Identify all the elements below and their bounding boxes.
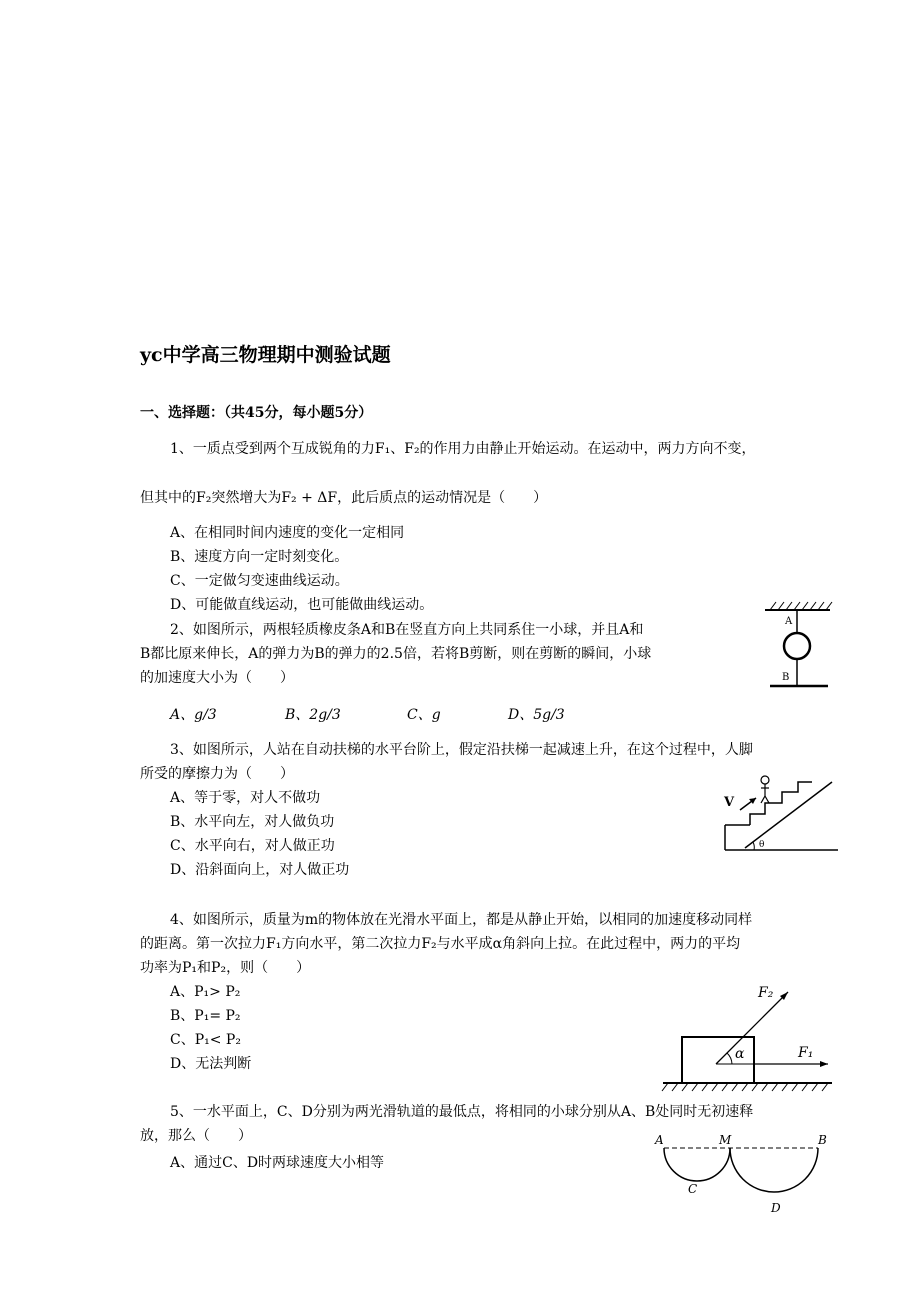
q4-option-b: B、P₁= P₂	[170, 1008, 241, 1024]
q3-fig-label-v: V	[724, 795, 735, 810]
q1-option-a: A、在相同时间内速度的变化一定相同	[170, 525, 405, 541]
q1-line2: 但其中的F₂突然增大为F₂ + ΔF，此后质点的运动情况是（ ）	[140, 490, 548, 506]
q3-option-d: D、沿斜面向上，对人做正功	[170, 862, 350, 878]
q3-fig-label-theta: θ	[759, 840, 765, 850]
q2-option-a: A、g/3	[170, 707, 217, 723]
q4-fig-label-f1: F₁	[798, 1045, 814, 1061]
q2-line2: B都比原来伸长，A的弹力为B的弹力的2.5倍，若将B剪断，则在剪断的瞬间，小球	[140, 646, 652, 662]
q4-line2: 的距离。第一次拉力F₁方向水平，第二次拉力F₂与水平成α角斜向上拉。在此过程中，两力的平均	[140, 936, 741, 952]
q2-fig-label-b: B	[782, 672, 790, 683]
q4-option-d: D、无法判断	[170, 1056, 252, 1072]
q4-line3: 功率为P₁和P₂，则（ ）	[140, 960, 311, 976]
q3-option-c: C、水平向右，对人做正功	[170, 838, 335, 854]
q4-figure	[660, 975, 835, 1100]
q2-figure	[760, 600, 835, 695]
q1-line1: 1、一质点受到两个互成锐角的力F₁、F₂的作用力由静止开始运动。在运动中，两力方向不变，	[170, 441, 756, 457]
q1-option-c: C、一定做匀变速曲线运动。	[170, 573, 349, 589]
q5-line1: 5、一水平面上，C、D分别为两光滑轨道的最低点，将相同的小球分别从A、B处同时无初速释	[170, 1104, 754, 1120]
q5-option-a: A、通过C、D时两球速度大小相等	[170, 1155, 385, 1171]
q5-fig-label-c: C	[688, 1182, 698, 1196]
q2-option-d: D、5g/3	[508, 707, 565, 723]
q4-fig-label-alpha: α	[735, 1046, 745, 1062]
q5-figure	[650, 1130, 835, 1220]
q1-option-b: B、速度方向一定时刻变化。	[170, 549, 349, 565]
q5-fig-label-a: A	[655, 1133, 664, 1147]
q3-line2: 所受的摩擦力为（ ）	[140, 766, 294, 782]
q3-line1: 3、如图所示，人站在自动扶梯的水平台阶上，假定沿扶梯一起减速上升，在这个过程中，人脚	[170, 742, 753, 758]
q2-line1: 2、如图所示，两根轻质橡皮条A和B在竖直方向上共同系住一小球，并且A和	[170, 622, 644, 638]
q4-option-a: A、P₁> P₂	[170, 984, 241, 1000]
q5-line2: 放，那么（ ）	[140, 1128, 252, 1144]
q3-figure	[720, 770, 840, 855]
q5-fig-label-b: B	[818, 1133, 827, 1147]
q3-option-a: A、等于零，对人不做功	[170, 790, 321, 806]
q2-option-c: C、g	[407, 707, 441, 723]
section-heading: 一、选择题：（共45分，每小题5分）	[140, 405, 373, 421]
q5-fig-label-d: D	[771, 1201, 781, 1215]
q2-option-b: B、2g/3	[285, 707, 341, 723]
q4-option-c: C、P₁< P₂	[170, 1032, 241, 1048]
page-title: yc中学高三物理期中测验试题	[140, 344, 391, 366]
q2-fig-label-a: A	[785, 616, 793, 627]
q2-line3: 的加速度大小为（ ）	[140, 670, 294, 686]
q1-option-d: D、可能做直线运动，也可能做曲线运动。	[170, 597, 434, 613]
q4-fig-label-f2: F₂	[758, 985, 774, 1001]
q4-line1: 4、如图所示，质量为m的物体放在光滑水平面上，都是从静止开始，以相同的加速度移动同样	[170, 912, 753, 928]
q3-option-b: B、水平向左，对人做负功	[170, 814, 335, 830]
q5-fig-label-m: M	[719, 1133, 732, 1147]
